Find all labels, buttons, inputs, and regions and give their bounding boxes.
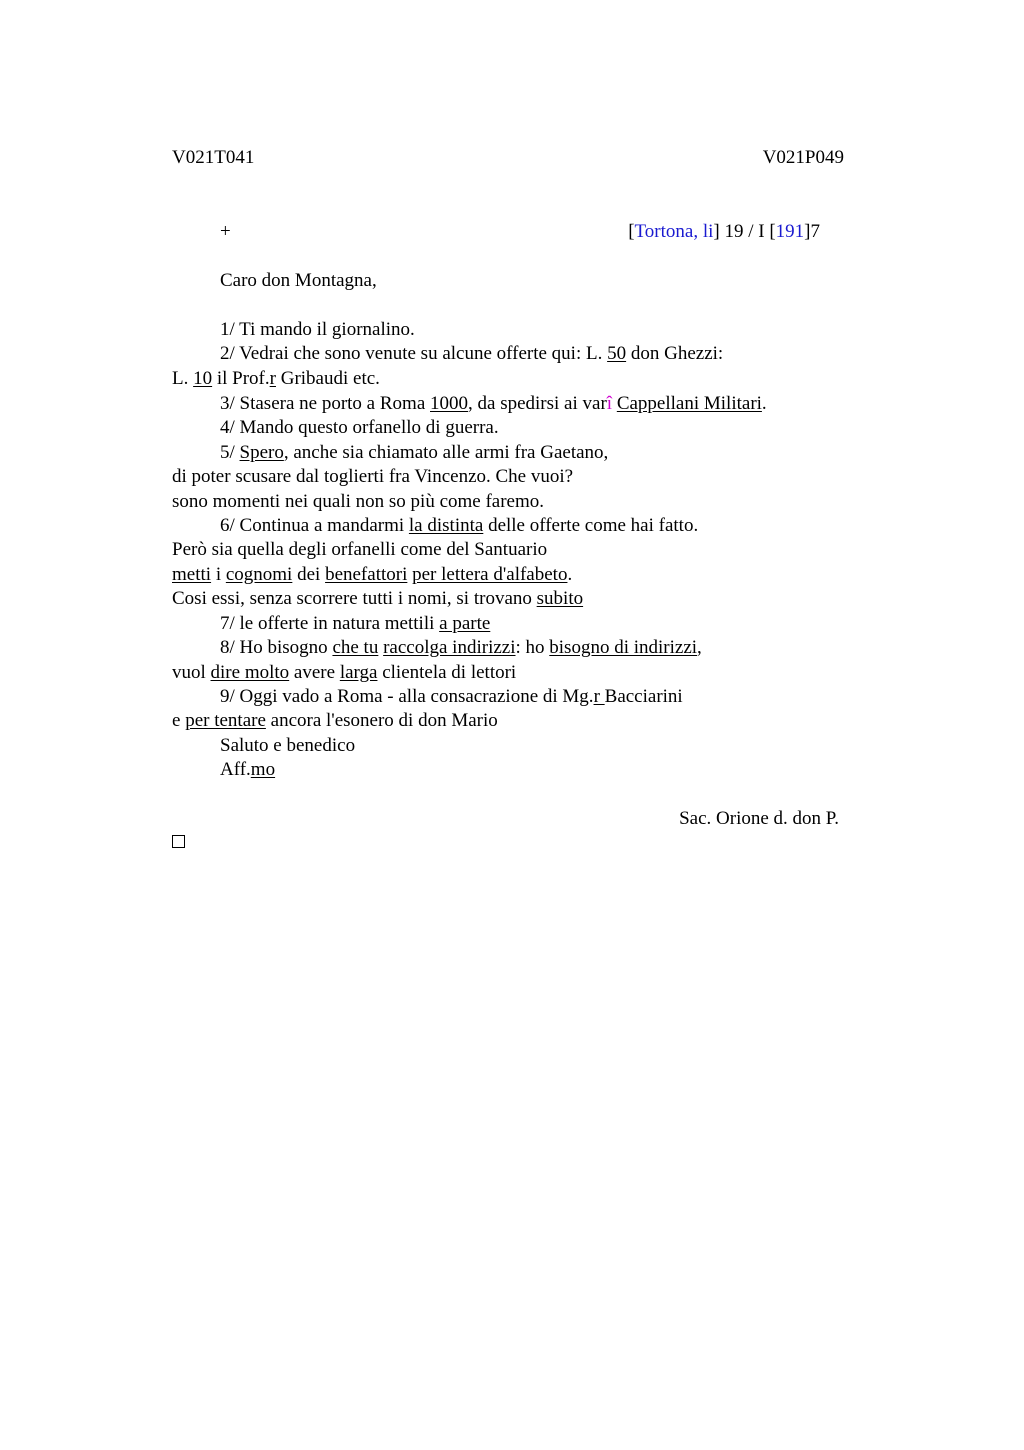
paragraph-4: 4/ Mando questo orfanello di guerra. [220,417,499,438]
paragraph-6-line-4: Cosi essi, senza scorrere tutti i nomi, si trovano subito [172,588,584,609]
paragraph-8-line-2: vuol dire molto avere larga clientela di lettori [172,662,517,683]
paragraph-9-line-2: e per tentare ancora l'esonero di don Mario [172,710,498,731]
paragraph-5-line-1: 5/ Spero, anche sia chiamato alle armi fra Gaetano, [220,442,609,463]
paragraph-2-line-1: 2/ Vedrai che sono venute su alcune offerte qui: L. 50 don Ghezzi: [220,343,724,364]
left-code: V021T041 [172,147,255,168]
paragraph-5-line-2: di poter scusare dal toglierti fra Vincenzo. Che vuoi? [172,466,574,487]
end-box-icon [172,835,185,848]
paragraph-5-line-3: sono momenti nei quali non so più come faremo. [172,491,545,512]
closing: Saluto e benedico [220,735,356,756]
salutation: Caro don Montagna, [220,270,377,291]
paragraph-3: 3/ Stasera ne porto a Roma 1000, da spedirsi ai varî Cappellani Militari. [220,393,767,414]
letter-date: [Tortona, li] 19 / I [191]7 [628,221,820,242]
paragraph-6-line-2: Però sia quella degli orfanelli come del Santuario [172,539,548,560]
paragraph-6-line-3: metti i cognomi dei benefattori per lettera d'alfabeto. [172,564,573,585]
affectionate: Aff.mo [220,759,276,780]
paragraph-8-line-1: 8/ Ho bisogno che tu raccolga indirizzi: ho bisogno di indirizzi, [220,637,702,658]
signature: Sac. Orione d. don P. [679,808,839,829]
paragraph-6-line-1: 6/ Continua a mandarmi la distinta delle offerte come hai fatto. [220,515,699,536]
paragraph-7: 7/ le offerte in natura mettili a parte [220,613,491,634]
right-code: V021P049 [762,147,844,168]
paragraph-1: 1/ Ti mando il giornalino. [220,319,415,340]
paragraph-9-line-1: 9/ Oggi vado a Roma - alla consacrazione di Mg.r Bacciarini [220,686,683,707]
paragraph-2-line-2: L. 10 il Prof.r Gribaudi etc. [172,368,380,389]
cross-symbol: + [220,221,231,242]
